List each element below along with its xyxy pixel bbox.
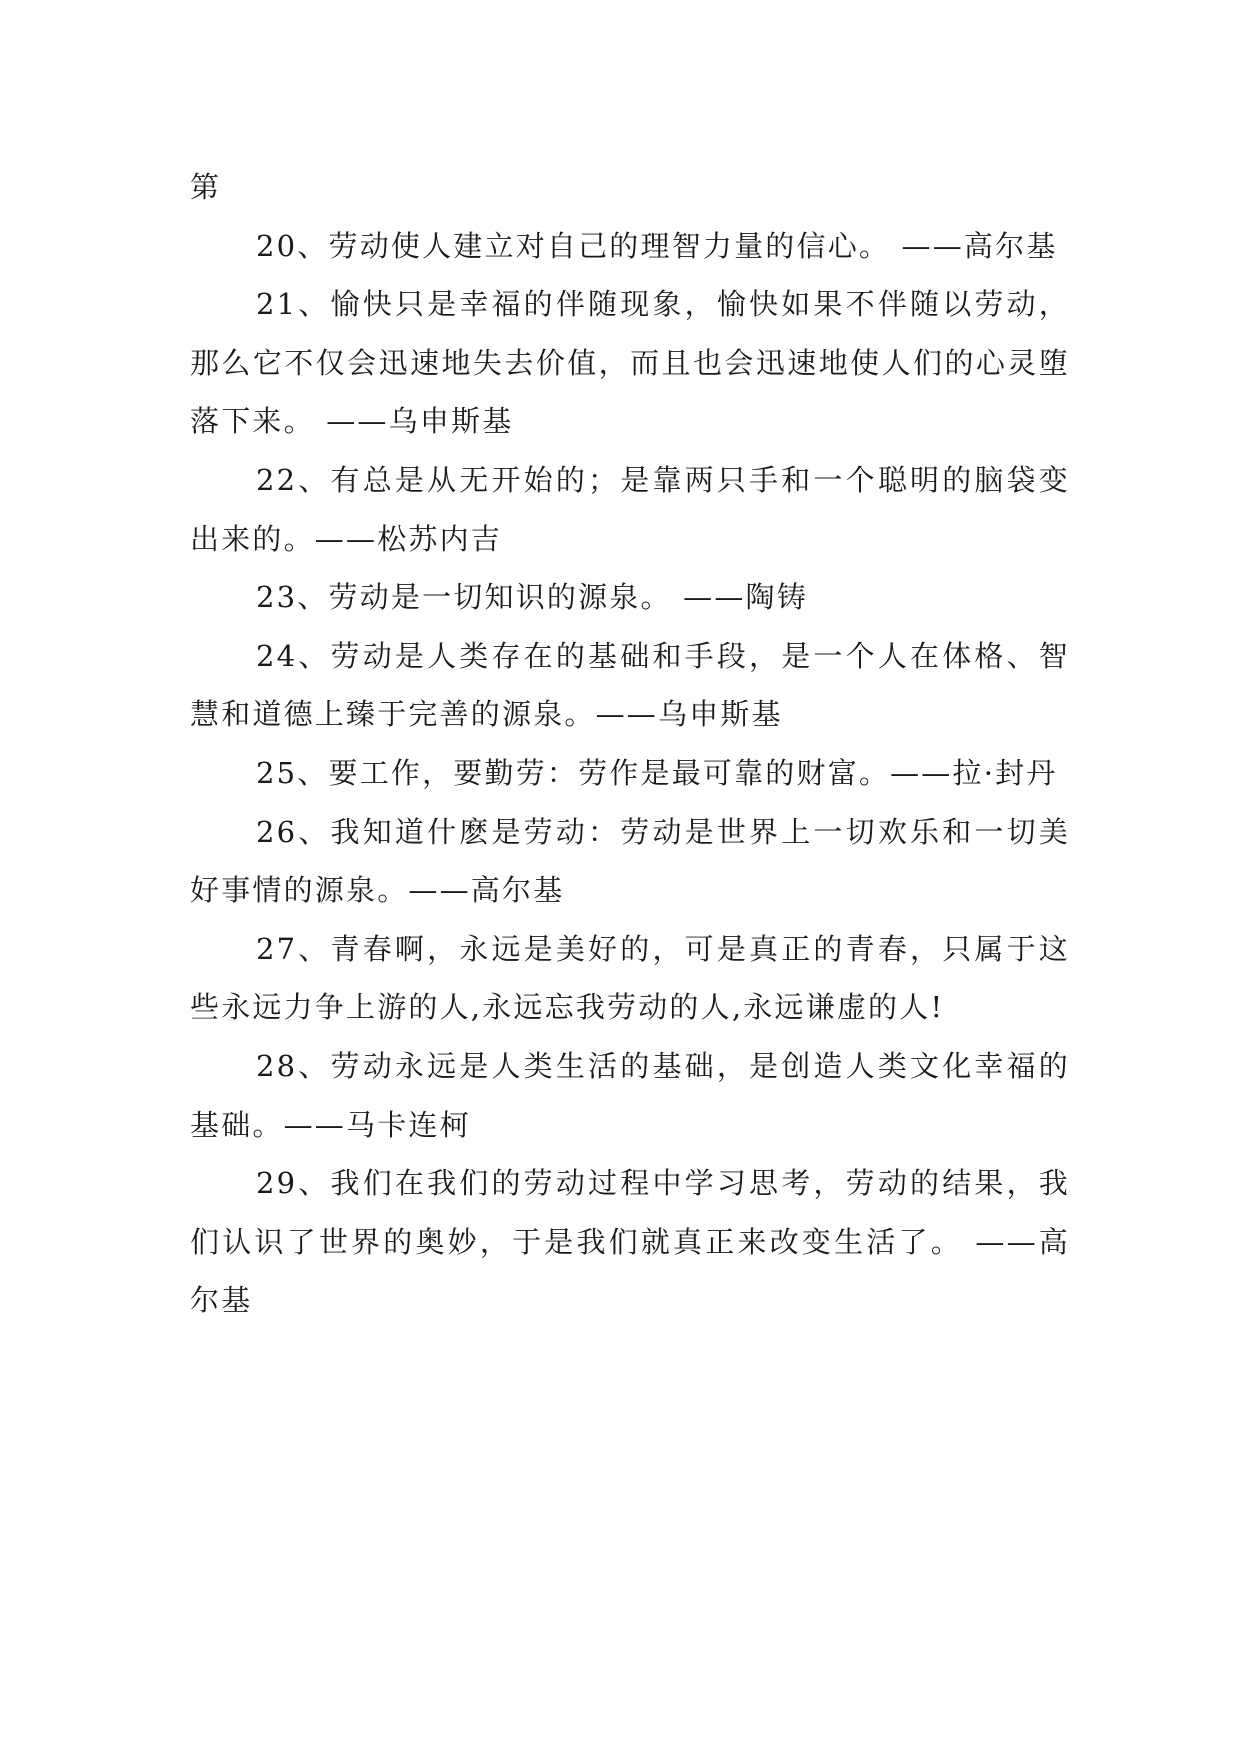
quote-25: 25、要工作，要勤劳：劳作是最可靠的财富。——拉·封丹 xyxy=(256,755,1058,790)
quote-28: 28、劳动永远是人类生活的基础，是创造人类文化幸福的基础。——马卡连柯 xyxy=(190,1048,1070,1142)
paragraph-fragment: 第 xyxy=(190,170,222,204)
quote-24: 24、劳动是人类存在的基础和手段，是一个人在体格、智慧和道德上臻于完善的源泉。——乌申斯基 xyxy=(190,638,1070,732)
document-body xyxy=(190,158,1070,1330)
quote-21: 21、愉快只是幸福的伴随现象，愉快如果不伴随以劳动，那么它不仅会迅速地失去价值，而且也会迅速地使人们的心灵堕落下来。 ——乌申斯基 xyxy=(190,287,1070,439)
quote-20: 20、劳动使人建立对自己的理智力量的信心。 ——高尔基 xyxy=(256,228,1058,263)
quote-22: 22、有总是从无开始的；是靠两只手和一个聪明的脑袋变出来的。——松苏内吉 xyxy=(190,462,1070,556)
quote-26: 26、我知道什麽是劳动：劳动是世界上一切欢乐和一切美好事情的源泉。——高尔基 xyxy=(190,814,1070,908)
quote-29: 29、我们在我们的劳动过程中学习思考，劳动的结果，我们认识了世界的奥妙，于是我们就真正来改变生活了。 ——高尔基 xyxy=(190,1166,1070,1318)
quote-23: 23、劳动是一切知识的源泉。 ——陶铸 xyxy=(256,580,808,615)
quote-27: 27、青春啊，永远是美好的，可是真正的青春，只属于这些永远力争上游的人,永远忘我劳动的人,永远谦虚的人! xyxy=(190,931,1070,1025)
